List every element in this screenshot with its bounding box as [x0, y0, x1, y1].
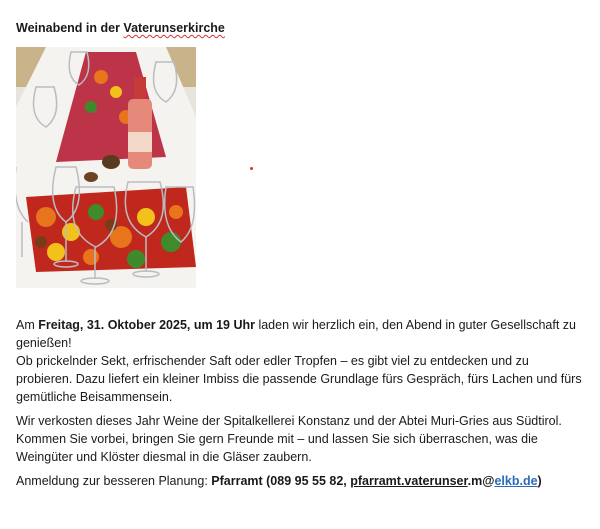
paragraph-registration [16, 472, 586, 490]
email-link-mid[interactable]: .m@ [467, 474, 495, 488]
email-link-domain[interactable]: elkb.de [494, 474, 538, 488]
paragraph-invitation [16, 316, 586, 406]
invitation-come-by: Kommen Sie vorbei, bringen Sie gern Freunde mit – und lassen Sie sich überraschen, was die Weingüter und Klöster diesmal in die Gläser zaubern. [16, 432, 538, 464]
cursor-marker [250, 167, 253, 170]
registration-close-paren: ) [537, 474, 542, 488]
paragraph-wines [16, 412, 586, 466]
wine-table-photo [16, 47, 196, 288]
page-title [16, 21, 225, 35]
invitation-post: laden wir herzlich ein, den Abend in guter Gesellschaft zu genießen! [16, 318, 577, 350]
title-prefix: Weinabend in der [16, 21, 124, 35]
registration-label: Anmeldung zur besseren Planung: [16, 474, 212, 488]
registration-contact: Pfarramt (089 95 55 82, [211, 474, 351, 488]
article-body [16, 316, 586, 496]
event-date-time: Freitag, 31. Oktober 2025, um 19 Uhr [38, 318, 255, 332]
invitation-pre: Am [16, 318, 39, 332]
invitation-details: Ob prickelnder Sekt, erfrischender Saft oder edler Tropfen – es gibt viel zu entdecken und zu probieren. Dazu liefert ein kleiner Imbiss die passende Grundlage fürs Gespräch, fürs Lachen und fürs gemütliche Beisammensein. [16, 354, 582, 404]
photo-illustration [16, 47, 196, 288]
email-link-user[interactable]: pfarramt.vaterunser [350, 474, 468, 488]
title-spellcheck-word[interactable]: Vaterunserkirche [123, 21, 225, 35]
wines-sentence: Wir verkosten dieses Jahr Weine der Spitalkellerei Konstanz und der Abtei Muri-Gries aus Südtirol. [16, 414, 562, 428]
